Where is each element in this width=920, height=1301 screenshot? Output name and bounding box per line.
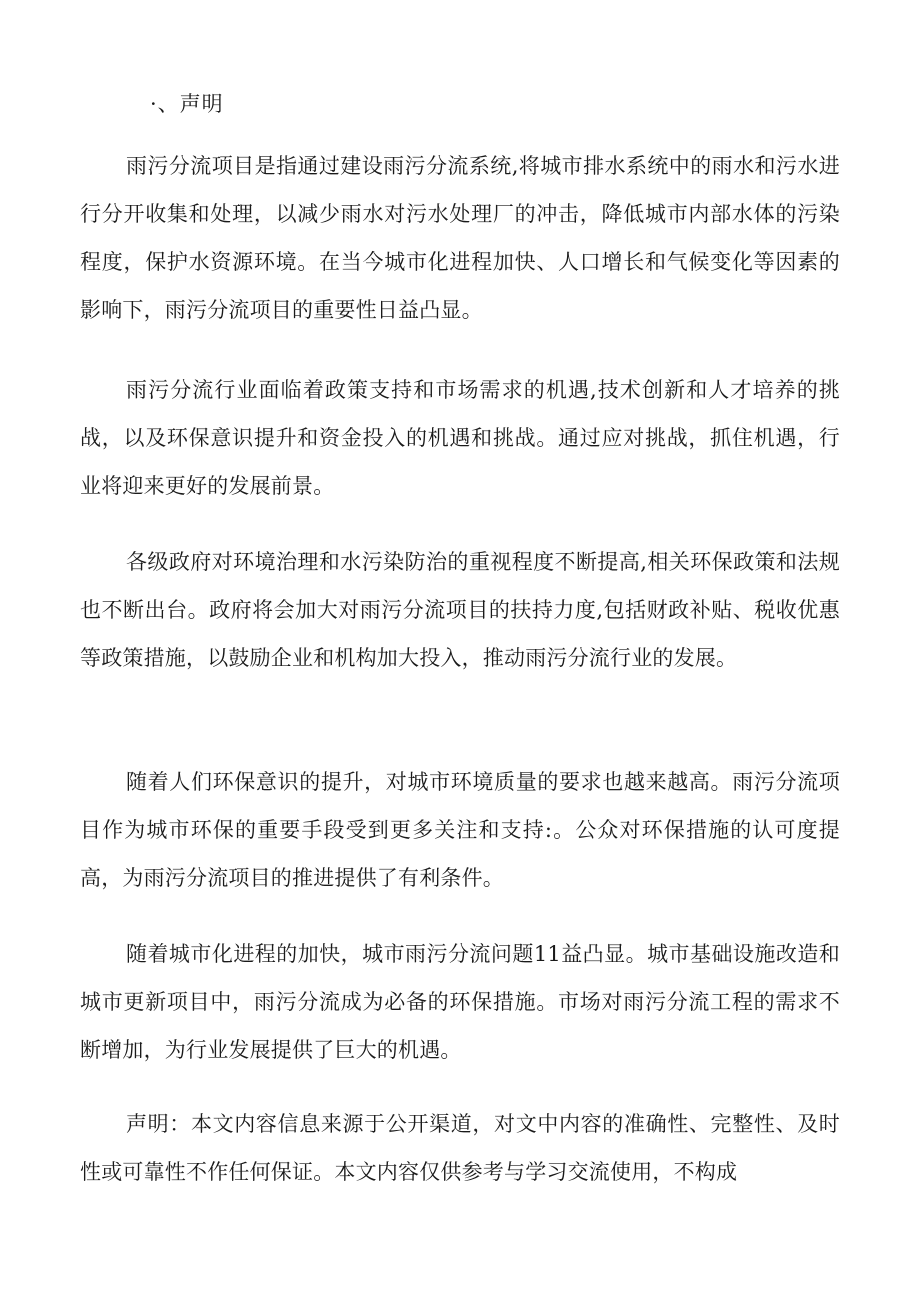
paragraph-1: 雨污分流项目是指通过建设雨污分流系统,将城市排水系统中的雨水和污水进行分开收集和处理，以减少雨水对污水处理厂的冲击，降低城市内部水体的污染程度，保护水资源环境。在当今城市化进程加快、人口增长和气候变化等因素的影响下，雨污分流项目的重要性日益凸显。 [80,154,840,322]
paragraph-3: 各级政府对环境治理和水污染防治的重视程度不断提高,相关环保政策和法规也不断出台。政府将会加大对雨污分流项目的扶持力度,包括财政补贴、税收优惠等政策措施，以鼓励企业和机构加大投入，推动雨污分流行业的发展。 [80,550,840,670]
paragraph-5: 随着城市化进程的加快，城市雨污分流问题11益凸显。城市基础设施改造和城市更新项目中，雨污分流成为必备的环保措施。市场对雨污分流工程的需求不断增加，为行业发展提供了巨大的机遇。 [80,942,840,1062]
paragraph-4: 随着人们环保意识的提升，对城市环境质量的要求也越来越高。雨污分流项目作为城市环保的重要手段受到更多关注和支持:。公众对环保措施的认可度提高，为雨污分流项目的推进提供了有利条件。 [80,770,840,890]
paragraph-disclaimer: 声明：本文内容信息来源于公开渠道，对文中内容的准确性、完整性、及时性或可靠性不作任何保证。本文内容仅供参考与学习交流使用，不构成 [80,1112,840,1184]
section-heading: ·、声明 [150,92,224,116]
paragraph-2: 雨污分流行业面临着政策支持和市场需求的机遇,技术创新和人才培养的挑战，以及环保意识提升和资金投入的机遇和挑战。通过应对挑战，抓住机遇，行业将迎来更好的发展前景。 [80,378,840,498]
